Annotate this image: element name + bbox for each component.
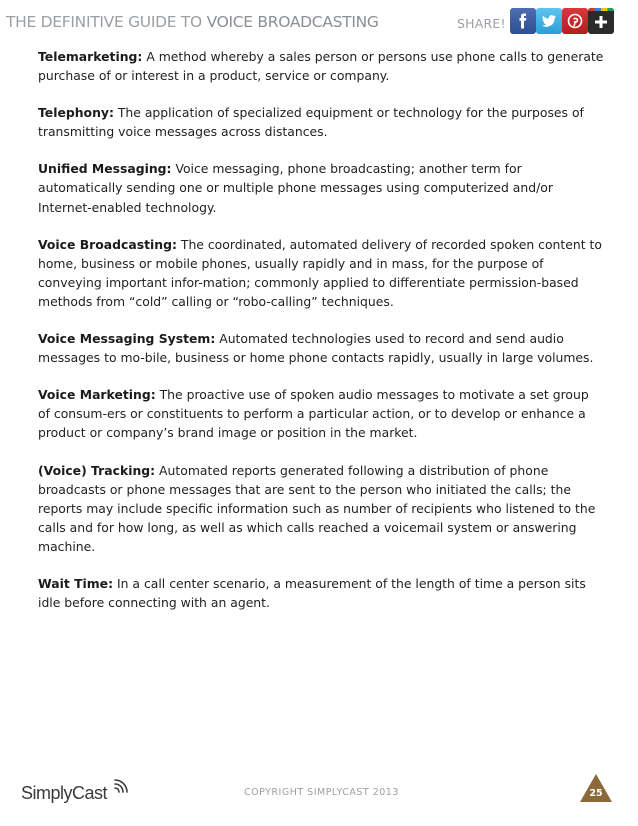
glossary-term: Voice Marketing: xyxy=(38,387,156,403)
page-number: 25 xyxy=(589,788,603,799)
pinterest-share-button[interactable] xyxy=(562,8,588,34)
glossary-definition: The application of specialized equipment or technology for the purposes of transmitting voice messages across distances. xyxy=(38,105,584,140)
glossary-entry xyxy=(38,329,604,367)
copyright-text: COPYRIGHT SIMPLYCAST 2013 xyxy=(244,787,399,798)
glossary-term: Voice Broadcasting: xyxy=(38,236,177,252)
glossary-entry xyxy=(38,235,604,311)
glossary-entry xyxy=(38,103,604,141)
title-prefix: THE DEFINITIVE GUIDE TO xyxy=(6,13,207,31)
glossary-entry xyxy=(38,159,604,216)
glossary-definition: Voice messaging, phone broadcasting; another term for automatically sending one or multiple phone messages using computerized and/or Internet-enabled technology. xyxy=(38,161,553,215)
glossary-term: Voice Messaging System: xyxy=(38,331,216,347)
title-topic: VOICE BROADCASTING xyxy=(206,13,379,31)
glossary-term: Unified Messaging: xyxy=(38,161,172,177)
twitter-icon xyxy=(541,13,557,29)
glossary-entry xyxy=(38,47,604,85)
glossary-content xyxy=(38,47,604,630)
page-header xyxy=(0,0,638,44)
facebook-icon xyxy=(515,13,531,29)
pinterest-icon xyxy=(567,13,583,29)
glossary-definition: Automated technologies used to record and send audio messages to mo-bile, business or home phone contacts rapidly, usually in large volumes. xyxy=(38,331,594,366)
glossary-entry xyxy=(38,574,604,612)
glossary-definition: Automated reports generated following a distribution of phone broadcasts or phone messages that are sent to the person who initiated the calls; the reports may include specific information such as number of recipients who listened to the calls and for how long, as well as which calls reached a voicemail system or answering machine. xyxy=(38,462,596,554)
logo-wordmark: SimplyCast xyxy=(21,783,108,803)
simplycast-logo xyxy=(21,779,131,803)
glossary-entry xyxy=(38,385,604,442)
glossary-term: Telephony: xyxy=(38,105,114,121)
glossary-term: (Voice) Tracking: xyxy=(38,462,156,478)
facebook-share-button[interactable] xyxy=(510,8,536,34)
glossary-term: Wait Time: xyxy=(38,575,114,591)
google-plus-icon xyxy=(588,8,614,34)
glossary-definition: The proactive use of spoken audio messages to motivate a set group of consum-ers or constituents to perform a particular action, or to develop or enhance a product or company’s brand image or position in the market. xyxy=(38,387,589,441)
google-plus-share-button[interactable] xyxy=(588,8,614,34)
glossary-entry xyxy=(38,461,604,556)
glossary-term: Telemarketing: xyxy=(38,49,143,64)
twitter-share-button[interactable] xyxy=(536,8,562,34)
share-label: SHARE! xyxy=(457,16,506,31)
glossary-definition: In a call center scenario, a measurement of the length of time a person sits idle before connecting with an agent. xyxy=(38,575,586,611)
glossary-definition: A method whereby a sales person or persons use phone calls to generate purchase of or interest in a product, service or company. xyxy=(38,49,604,84)
broadcast-waves-icon xyxy=(115,780,127,792)
glossary-definition: The coordinated, automated delivery of recorded spoken content to home, business or mobile phones, usually rapidly and in mass, for the purpose of conveying important infor-mation; commonly applied to differentiate permission-based methods from “cold” calling or “robo-calling” techniques. xyxy=(38,236,602,309)
document-title xyxy=(6,13,379,31)
